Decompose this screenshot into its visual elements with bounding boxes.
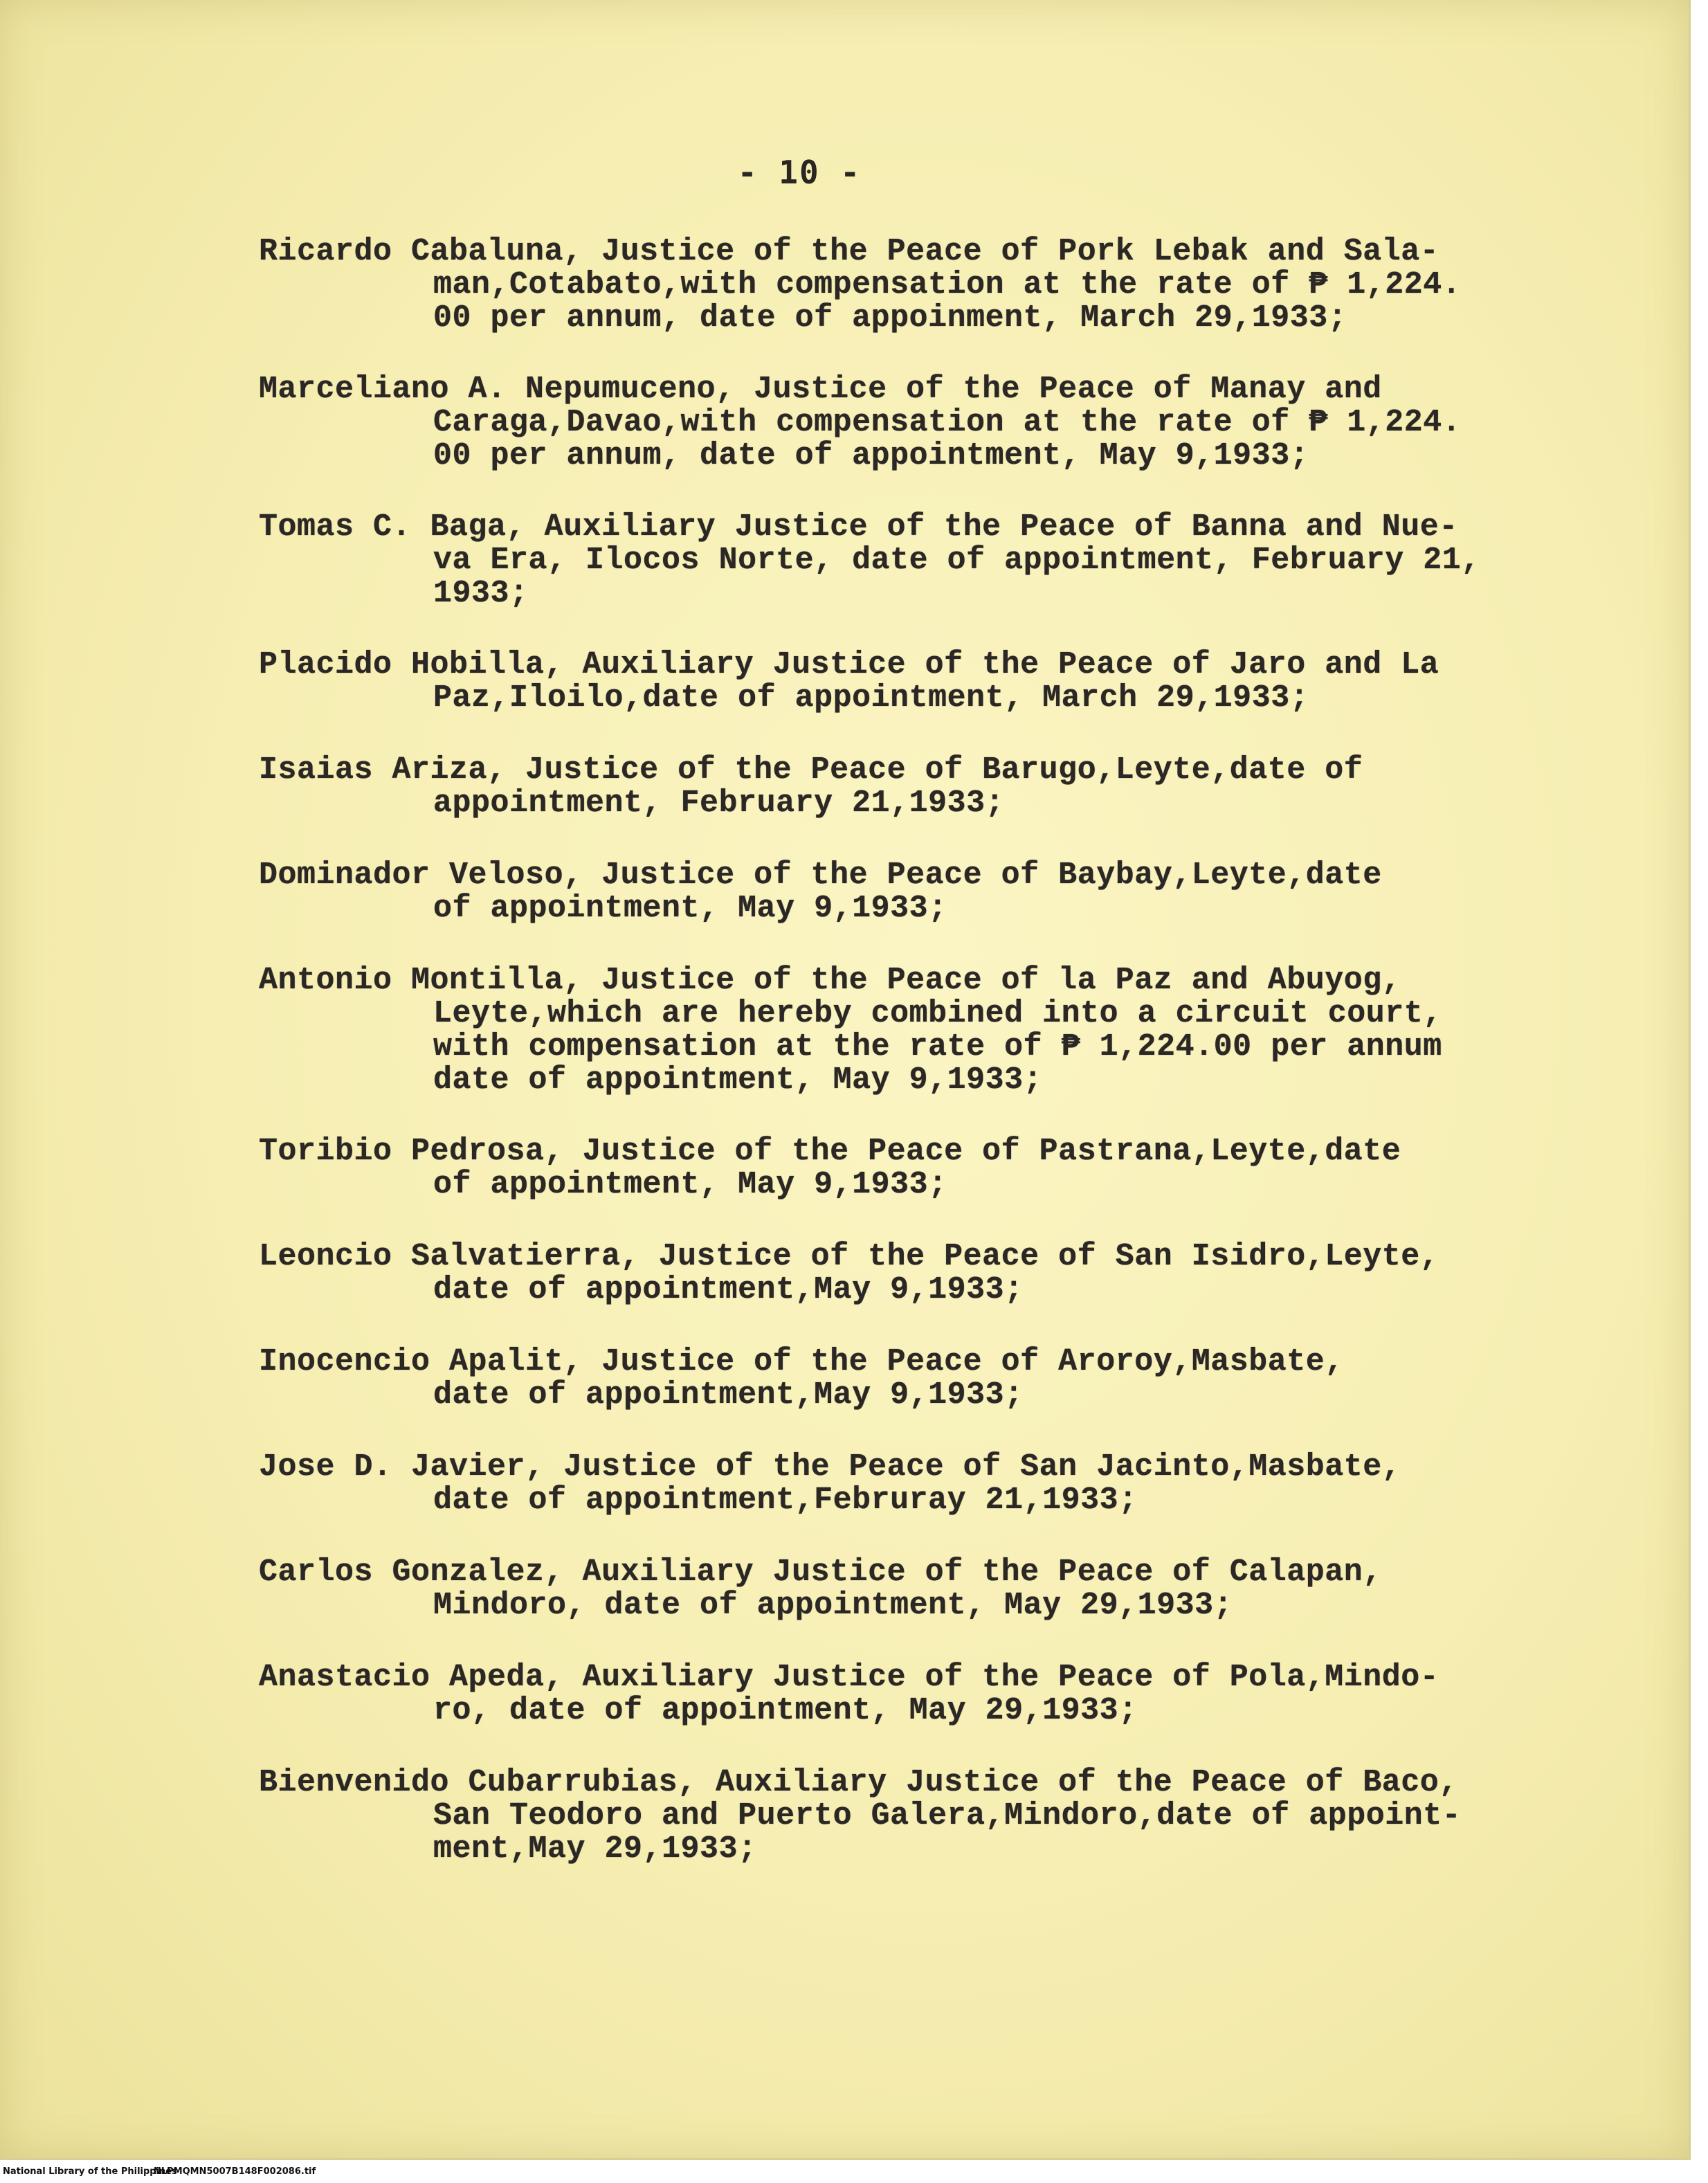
appointment-entry [259,649,1643,715]
entry-continuation-line: of appointment, May 9,1933; [433,1167,947,1202]
appointment-entry [259,1451,1643,1517]
entry-continuation-line: 00 per annum, date of appoinment, March 29,1933; [433,300,1347,336]
appointment-entry [259,859,1643,925]
entry-first-line: Toribio Pedrosa, Justice of the Peace of Pastrana,Leyte,date [259,1134,1401,1169]
entry-continuation-line: date of appointment,May 9,1933; [433,1272,1024,1307]
appointment-entry [259,754,1643,820]
entry-continuation-line: with compensation at the rate of ₱ 1,224.00 per annum [433,1029,1442,1065]
entry-continuation-line: 1933; [433,576,529,611]
appointment-entry [259,511,1643,610]
entry-first-line: Isaias Ariza, Justice of the Peace of Barugo,Leyte,date of [259,752,1363,788]
entry-continuation-line: date of appointment, May 9,1933; [433,1062,1043,1098]
entry-first-line: Marceliano A. Nepumuceno, Justice of the Peace of Manay and [259,372,1382,407]
entry-continuation-line: va Era, Ilocos Norte, date of appointment, February 21, [433,543,1480,578]
entry-continuation-line: San Teodoro and Puerto Galera,Mindoro,date of appoint- [433,1798,1462,1833]
file-id-label: NLPMQMN5007B148F002086.tif [154,2166,316,2177]
entry-first-line: Tomas C. Baga, Auxiliary Justice of the Peace of Banna and Nue- [259,509,1458,545]
entry-continuation-line: Caraga,Davao,with compensation at the rate of ₱ 1,224. [433,405,1462,440]
entry-continuation-line: Mindoro, date of appointment, May 29,1933; [433,1588,1233,1623]
entry-continuation-line: 00 per annum, date of appointment, May 9,1933; [433,438,1309,473]
appointment-entry [259,1556,1643,1622]
entry-first-line: Placido Hobilla, Auxiliary Justice of the Peace of Jaro and La [259,647,1439,682]
appointment-entry [259,373,1643,473]
entry-continuation-line: Leyte,which are hereby combined into a circuit court, [433,996,1442,1031]
scan-footer [0,2162,1708,2183]
entry-continuation-line: ment,May 29,1933; [433,1831,757,1867]
appointment-entry [259,1135,1643,1202]
entry-first-line: Ricardo Cabaluna, Justice of the Peace of Pork Lebak and Sala- [259,234,1439,269]
appointment-entry [259,1240,1643,1307]
entry-continuation-line: date of appointment,May 9,1933; [433,1377,1024,1413]
library-label: National Library of the Philippines [3,2166,177,2177]
appointment-entry [259,1346,1643,1412]
entry-continuation-line: man,Cotabato,with compensation at the rate of ₱ 1,224. [433,267,1462,302]
entry-first-line: Leoncio Salvatierra, Justice of the Peace of San Isidro,Leyte, [259,1239,1439,1274]
entry-continuation-line: date of appointment,Februray 21,1933; [433,1483,1138,1518]
appointment-list [259,235,1643,1904]
appointment-entry [259,964,1643,1097]
appointment-entry [259,1661,1643,1728]
entry-continuation-line: Paz,Iloilo,date of appointment, March 29,1933; [433,680,1309,716]
appointment-entry [259,1766,1643,1866]
entry-continuation-line: of appointment, May 9,1933; [433,891,947,926]
page-number: - 10 - [737,154,862,191]
entry-first-line: Jose D. Javier, Justice of the Peace of San Jacinto,Masbate, [259,1449,1401,1485]
entry-first-line: Inocencio Apalit, Justice of the Peace of Aroroy,Masbate, [259,1344,1344,1379]
entry-first-line: Antonio Montilla, Justice of the Peace of la Paz and Abuyog, [259,963,1401,998]
entry-first-line: Carlos Gonzalez, Auxiliary Justice of the Peace of Calapan, [259,1555,1382,1590]
entry-first-line: Dominador Veloso, Justice of the Peace of Baybay,Leyte,date [259,858,1382,893]
entry-continuation-line: appointment, February 21,1933; [433,786,1005,821]
entry-continuation-line: ro, date of appointment, May 29,1933; [433,1693,1138,1728]
entry-first-line: Anastacio Apeda, Auxiliary Justice of the Peace of Pola,Mindo- [259,1660,1439,1695]
entry-first-line: Bienvenido Cubarrubias, Auxiliary Justice of the Peace of Baco, [259,1765,1458,1800]
appointment-entry [259,235,1643,335]
